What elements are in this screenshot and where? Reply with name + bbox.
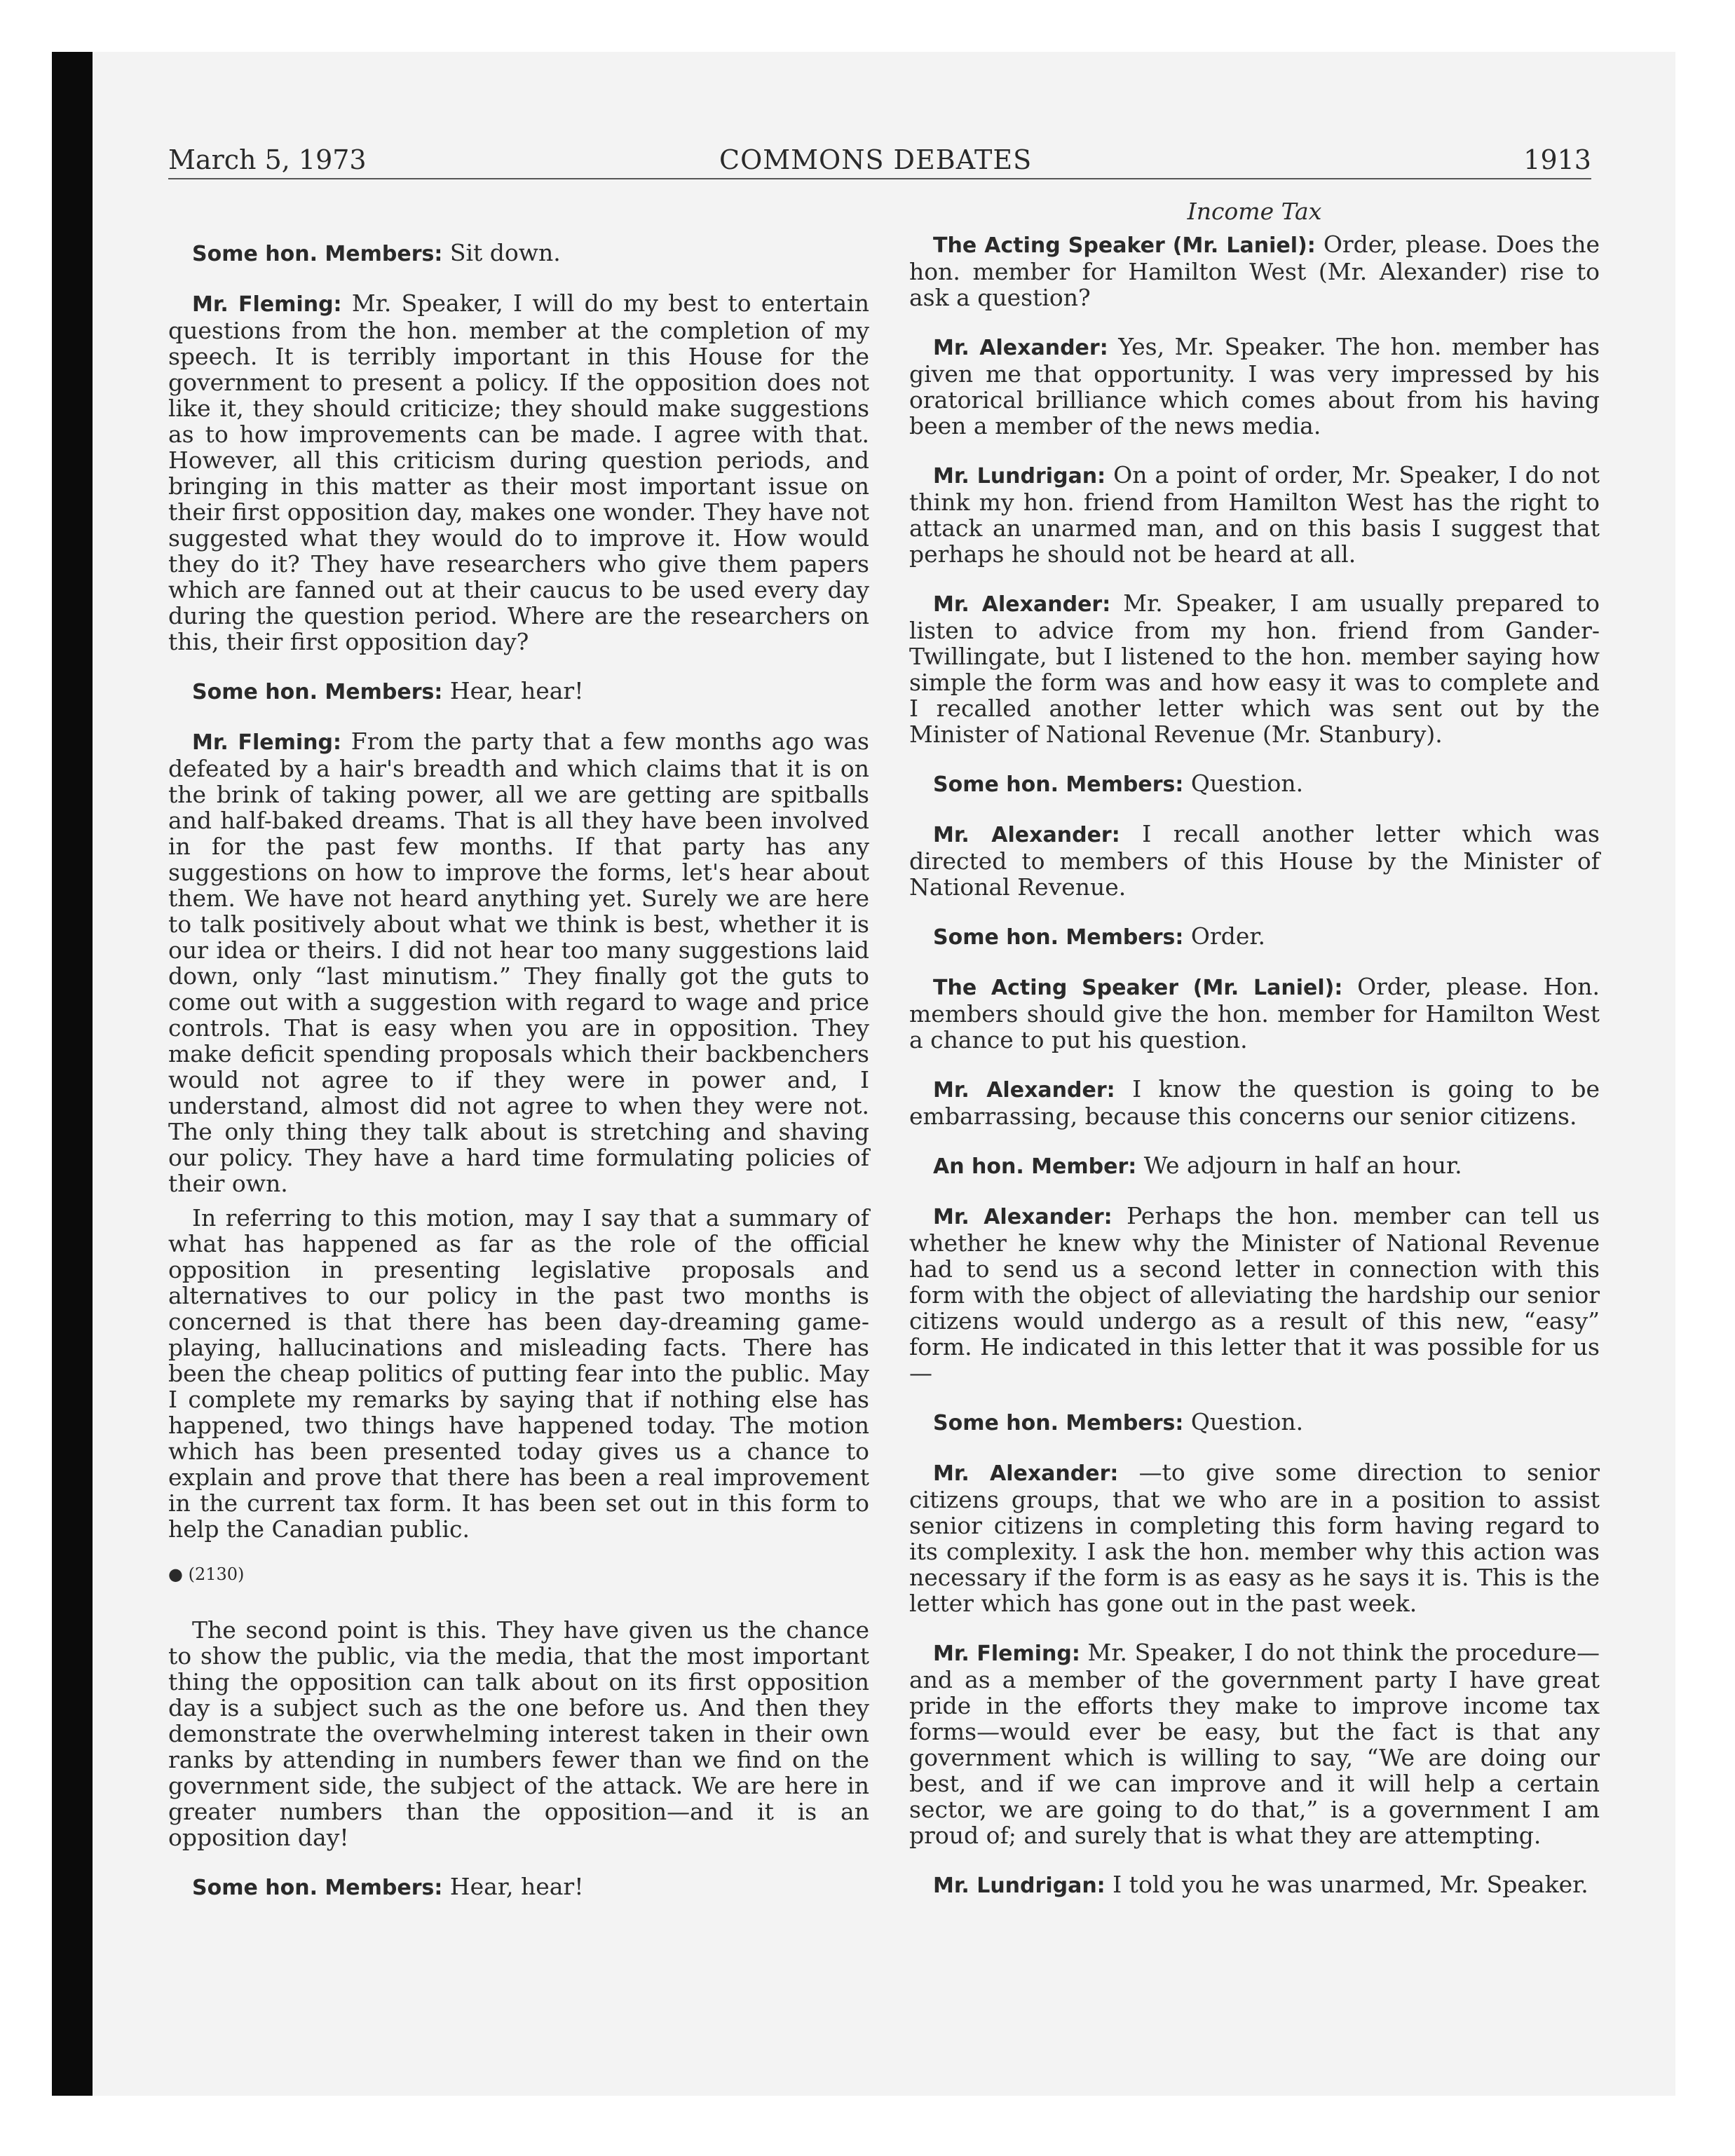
header-title: COMMONS DEBATES: [719, 144, 1033, 175]
speech-paragraph: [909, 1409, 1600, 1436]
left-column: [168, 198, 869, 1924]
speaker-name: Some hon. Members:: [192, 242, 443, 266]
speech-paragraph: [168, 678, 869, 705]
speaker-name: Mr. Alexander:: [933, 592, 1111, 617]
speech-paragraph: [909, 1639, 1600, 1848]
speaker-name: The Acting Speaker (Mr. Laniel):: [933, 233, 1316, 258]
speech-text: We adjourn in half an hour.: [1136, 1152, 1462, 1179]
speech-paragraph: [909, 1459, 1600, 1616]
speaker-name: Mr. Lundrigan:: [933, 1874, 1105, 1898]
speech-paragraph: [168, 290, 869, 655]
speech-text: Order, please. Hon. members should give the hon. member for Hamilton West a chance to put his question.: [909, 973, 1600, 1053]
speech-text: Question.: [1183, 1408, 1304, 1435]
speech-text: Order.: [1183, 922, 1265, 950]
bullet-icon: ●: [168, 1564, 183, 1584]
right-column: [909, 198, 1600, 1922]
speech-text: On a point of order, Mr. Speaker, I do not think my hon. friend from Hamilton West has the right to attack an unarmed man, and on this basis I suggest that perhaps he should not be heard at all.: [909, 461, 1600, 568]
speech-text: Perhaps the hon. member can tell us whether he knew why the Minister of National Revenue had to send us a second letter in connection with this form with the object of alleviating the hardship our senior citizens would undergo as a result of this new, “easy” form. He indicated in this letter that it was possible for us—: [909, 1202, 1600, 1386]
speech-paragraph: [909, 1871, 1600, 1899]
page-number: 1913: [1523, 144, 1591, 175]
speaker-name: Some hon. Members:: [192, 1876, 443, 1900]
speech-text: I told you he was unarmed, Mr. Speaker.: [1105, 1871, 1588, 1898]
speaker-name: Some hon. Members:: [192, 680, 443, 704]
time-marker: [168, 1562, 869, 1588]
speech-text: I recall another letter which was directed to members of this House by the Minister of National Revenue.: [909, 820, 1600, 901]
speech-paragraph: [909, 1152, 1600, 1180]
speaker-name: Some hon. Members:: [933, 925, 1184, 950]
speaker-name: Mr. Alexander:: [933, 1078, 1115, 1103]
speech-paragraph: [909, 770, 1600, 798]
speech-paragraph: [909, 231, 1600, 311]
section-title: Income Tax: [1187, 198, 1322, 225]
speech-text: —to give some direction to senior citizens groups, that we who are in a position to assist senior citizens in completing this form having regard to its complexity. I ask the hon. member why this action was necessary if the form is as easy as he says it is. This is the letter which has gone out in the past week.: [909, 1459, 1600, 1617]
speech-text: Sit down.: [442, 239, 561, 266]
speaker-name: Mr. Alexander:: [933, 823, 1120, 847]
speech-text: Order, please. Does the hon. member for Hamilton West (Mr. Alexander) rise to ask a question?: [909, 231, 1600, 311]
speech-text: Mr. Speaker, I do not think the procedure—and as a member of the government party I have great pride in the efforts they make to improve income tax forms—would ever be easy, but the fact is that any government which is willing to say, “We are doing our best, and if we can improve and it will help a certain sector, we are going to do that,” is a government I am proud of; and surely that is what they are attempting.: [909, 1639, 1600, 1849]
speaker-name: Mr. Lundrigan:: [933, 464, 1106, 489]
speaker-name: An hon. Member:: [933, 1154, 1137, 1179]
speaker-name: Mr. Fleming:: [933, 1642, 1080, 1666]
speech-text: I know the question is going to be embarrassing, because this concerns our senior citizens.: [909, 1075, 1600, 1130]
speech-paragraph: [168, 1874, 869, 1901]
speaker-name: Some hon. Members:: [933, 1411, 1184, 1435]
speech-text: Mr. Speaker, I am usually prepared to listen to advice from my hon. friend from Gander-Twillingate, but I listened to the hon. member saying how simple the form was and how easy it was to complete and I recalled another letter which was sent out by the Minister of National Revenue (Mr. Stanbury).: [909, 589, 1600, 748]
speaker-name: The Acting Speaker (Mr. Laniel):: [933, 976, 1343, 1000]
speech-text: Hear, hear!: [442, 1873, 584, 1900]
speech-paragraph: [909, 334, 1600, 439]
continuation-paragraph: The second point is this. They have given us the chance to show the public, via the media, that the most important thing the opposition can talk about on its first opposition day is a subject such as the one before us. And then they demonstrate the overwhelming interest taken in their own ranks by attending in numbers fewer than we find on the government side, the subject of the attack. We are here in greater numbers than the opposition—and it is an opposition day!: [168, 1616, 869, 1851]
speech-text: Question.: [1183, 770, 1304, 797]
header-date: March 5, 1973: [168, 144, 367, 175]
speaker-name: Mr. Fleming:: [192, 292, 342, 317]
speech-text: From the party that a few months ago was defeated by a hair's breadth and which claims that it is on the brink of taking power, all we are getting are spitballs and half-baked dreams. That is all they have been involved in for the past few months. If that party has any suggestions on how to improve the forms, let's hear about them. We have not heard anything yet. Surely we are here to talk positively about what we think is best, whether it is our idea or theirs. I did not hear too many suggestions laid down, only “last minutism.” They finally got the guts to come out with a suggestion with regard to wage and price controls. That is easy when you are in opposition. They make deficit spending proposals which their backbenchers would not agree to if they were in power and, I understand, almost did not agree to when they were not. The only thing they talk about is stretching and shaving our policy. They have a hard time formulating policies of their own.: [168, 728, 869, 1197]
header-rule: [168, 178, 1591, 179]
speech-paragraph: [168, 240, 869, 267]
speech-paragraph: [168, 728, 869, 1196]
speech-paragraph: [909, 1076, 1600, 1129]
speech-paragraph: [909, 462, 1600, 567]
speech-paragraph: [909, 923, 1600, 950]
speech-text: Yes, Mr. Speaker. The hon. member has given me that opportunity. I was very impressed by his oratorical brilliance which comes about from his having been a member of the news media.: [909, 333, 1600, 439]
speaker-name: Mr. Alexander:: [933, 1205, 1113, 1229]
speaker-name: Mr. Alexander:: [933, 1461, 1119, 1486]
speech-paragraph: [909, 974, 1600, 1053]
time-marker-text: (2130): [188, 1564, 245, 1584]
speaker-name: Mr. Alexander:: [933, 336, 1108, 360]
speech-paragraph: [909, 590, 1600, 747]
speech-text: Hear, hear!: [442, 677, 584, 704]
speech-text: Mr. Speaker, I will do my best to entertain questions from the hon. member at the completion of my speech. It is terribly important in this House for the government to present a policy. If the opposition does not like it, they should criticize; they should make suggestions as to how improvements can be made. I agree with that. However, all this criticism during question periods, and bringing in this matter as their most important issue on their first opposition day, makes one wonder. They have not suggested what they would do to improve it. How would they do it? They have researchers who give them papers which are fanned out at their caucus to be used every day during the question period. Where are the researchers on this, their first opposition day?: [168, 289, 869, 655]
speech-paragraph: [909, 821, 1600, 900]
speaker-name: Some hon. Members:: [933, 772, 1184, 797]
speech-paragraph: [909, 1203, 1600, 1386]
continuation-paragraph: In referring to this motion, may I say that a summary of what has happened as far as the role of the official opposition in presenting legislative proposals and alternatives to our policy in the past two months is concerned is that there has been day-dreaming game-playing, hallucinations and misleading facts. There has been the cheap politics of putting fear into the public. May I complete my remarks by saying that if nothing else has happened, two things have happened today. The motion which has been presented today gives us a chance to explain and prove that there has been a real improvement in the current tax form. It has been set out in this form to help the Canadian public.: [168, 1204, 869, 1543]
speaker-name: Mr. Fleming:: [192, 730, 342, 755]
